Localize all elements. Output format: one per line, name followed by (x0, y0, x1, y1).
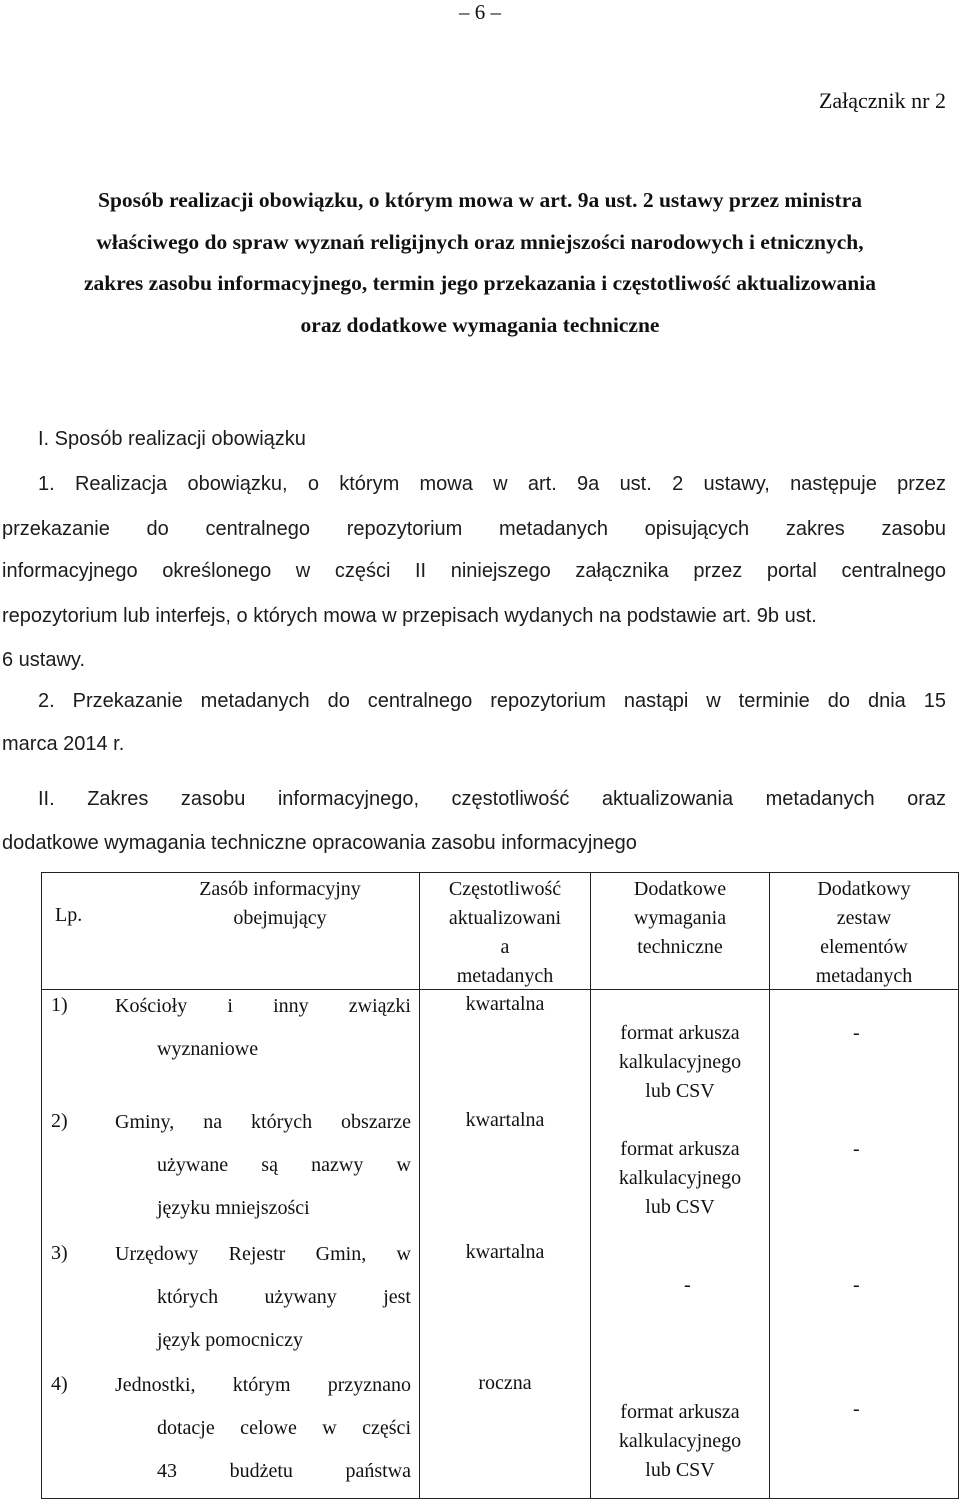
row-technical (591, 1019, 769, 1106)
annex-label: Załącznik nr 2 (818, 88, 946, 113)
header-text: Zasób informacyjny (199, 878, 361, 900)
row-number: 3) (51, 1242, 68, 1264)
frequency-text: roczna (478, 1372, 532, 1394)
title-line: zakres zasobu informacyjnego, termin jego przekazania i częstotliwość aktualizowania (83, 271, 876, 295)
header-lp: Lp. (55, 904, 83, 926)
header-text: metadanych (456, 965, 554, 987)
header-text: metadanych (815, 965, 913, 987)
page-number: – 6 – (459, 0, 501, 24)
resource-line: używane są nazwy w (157, 1154, 411, 1176)
header-text: zestaw (836, 907, 892, 929)
resource-line: języku mniejszości (157, 1197, 310, 1219)
frequency-text: kwartalna (465, 1109, 545, 1131)
header-text: aktualizowani (448, 907, 562, 929)
row-metadata-set: - (853, 1398, 860, 1420)
resource-line: Gminy, na których obszarze (115, 1111, 411, 1133)
paragraph-line: 6 ustawy. (2, 649, 85, 671)
resource-line: Kościoły i inny związki (115, 995, 411, 1017)
resource-line: 43 budżetu państwa (157, 1460, 411, 1482)
header-technical (591, 875, 769, 962)
header-text: elementów (820, 936, 908, 958)
section-2-heading-cont: dodatkowe wymagania techniczne opracowania zasobu informacyjnego (2, 832, 637, 854)
row-frequency (420, 1238, 590, 1267)
frequency-text: kwartalna (465, 993, 545, 1015)
header-text: obejmujący (233, 907, 327, 929)
resource-line: Jednostki, którym przyznano (115, 1374, 411, 1396)
row-resource (115, 985, 411, 1071)
resource-line: język pomocniczy (157, 1329, 304, 1351)
row-number: 1) (51, 994, 68, 1016)
row-number: 4) (51, 1373, 68, 1395)
title-line: Sposób realizacji obowiązku, o którym mowa w art. 9a ust. 2 ustawy przez ministra (97, 188, 862, 212)
paragraph-line: marca 2014 r. (2, 733, 125, 755)
resource-table (41, 872, 959, 1499)
resource-line: wyznaniowe (157, 1038, 259, 1060)
technical-line: format arkusza (620, 1401, 740, 1423)
header-resource (141, 875, 419, 933)
paragraph-line: informacyjnego określonego w części II niniejszego załącznika przez portal centralnego (2, 560, 946, 582)
row-metadata-set: - (853, 1138, 860, 1160)
technical-line: lub CSV (645, 1196, 715, 1218)
header-text: a (500, 936, 510, 958)
technical-line: kalkulacyjnego (618, 1167, 742, 1189)
document-title (0, 180, 960, 346)
row-resource (115, 1364, 411, 1493)
row-resource (115, 1233, 411, 1362)
technical-line: format arkusza (620, 1138, 740, 1160)
header-text: Dodatkowy (817, 878, 911, 900)
row-resource (115, 1101, 411, 1230)
technical-line: lub CSV (645, 1459, 715, 1481)
header-metadata-set (770, 875, 958, 991)
paragraph-line: przekazanie do centralnego repozytorium metadanych opisujących zakres zasobu (2, 518, 946, 540)
technical-line: kalkulacyjnego (618, 1051, 742, 1073)
frequency-text: kwartalna (465, 1241, 545, 1263)
paragraph-line: repozytorium lub interfejs, o których mowa w przepisach wydanych na podstawie art. 9b ust. (2, 605, 817, 627)
header-frequency (420, 875, 590, 991)
paragraph-line: 1. Realizacja obowiązku, o którym mowa w art. 9a ust. 2 ustawy, następuje przez (38, 473, 946, 495)
header-text: Dodatkowe (633, 878, 727, 900)
row-metadata-set: - (853, 1274, 860, 1296)
row-frequency (420, 1106, 590, 1135)
row-frequency (420, 990, 590, 1019)
section-1-heading: I. Sposób realizacji obowiązku (38, 428, 306, 450)
row-metadata-set: - (853, 1022, 860, 1044)
title-line: oraz dodatkowe wymagania techniczne (300, 312, 660, 337)
header-text: Częstotliwość (448, 878, 562, 900)
resource-line: których używany jest (157, 1286, 411, 1308)
paragraph-line: 2. Przekazanie metadanych do centralnego repozytorium nastąpi w terminie do dnia 15 (38, 690, 946, 712)
technical-line: format arkusza (620, 1022, 740, 1044)
header-text: wymagania (633, 907, 727, 929)
technical-line: lub CSV (645, 1080, 715, 1102)
row-technical: - (684, 1274, 691, 1296)
technical-line: kalkulacyjnego (618, 1430, 742, 1452)
resource-line: dotacje celowe w części (157, 1417, 411, 1439)
header-text: techniczne (637, 936, 723, 958)
resource-line: Urzędowy Rejestr Gmin, w (115, 1243, 411, 1265)
row-technical (591, 1135, 769, 1222)
row-frequency (420, 1369, 590, 1398)
section-2-heading: II. Zakres zasobu informacyjnego, częstotliwość aktualizowania metadanych oraz (38, 788, 946, 810)
row-number: 2) (51, 1110, 68, 1132)
title-line: właściwego do spraw wyznań religijnych oraz mniejszości narodowych i etnicznych, (96, 229, 864, 254)
row-technical (591, 1398, 769, 1485)
